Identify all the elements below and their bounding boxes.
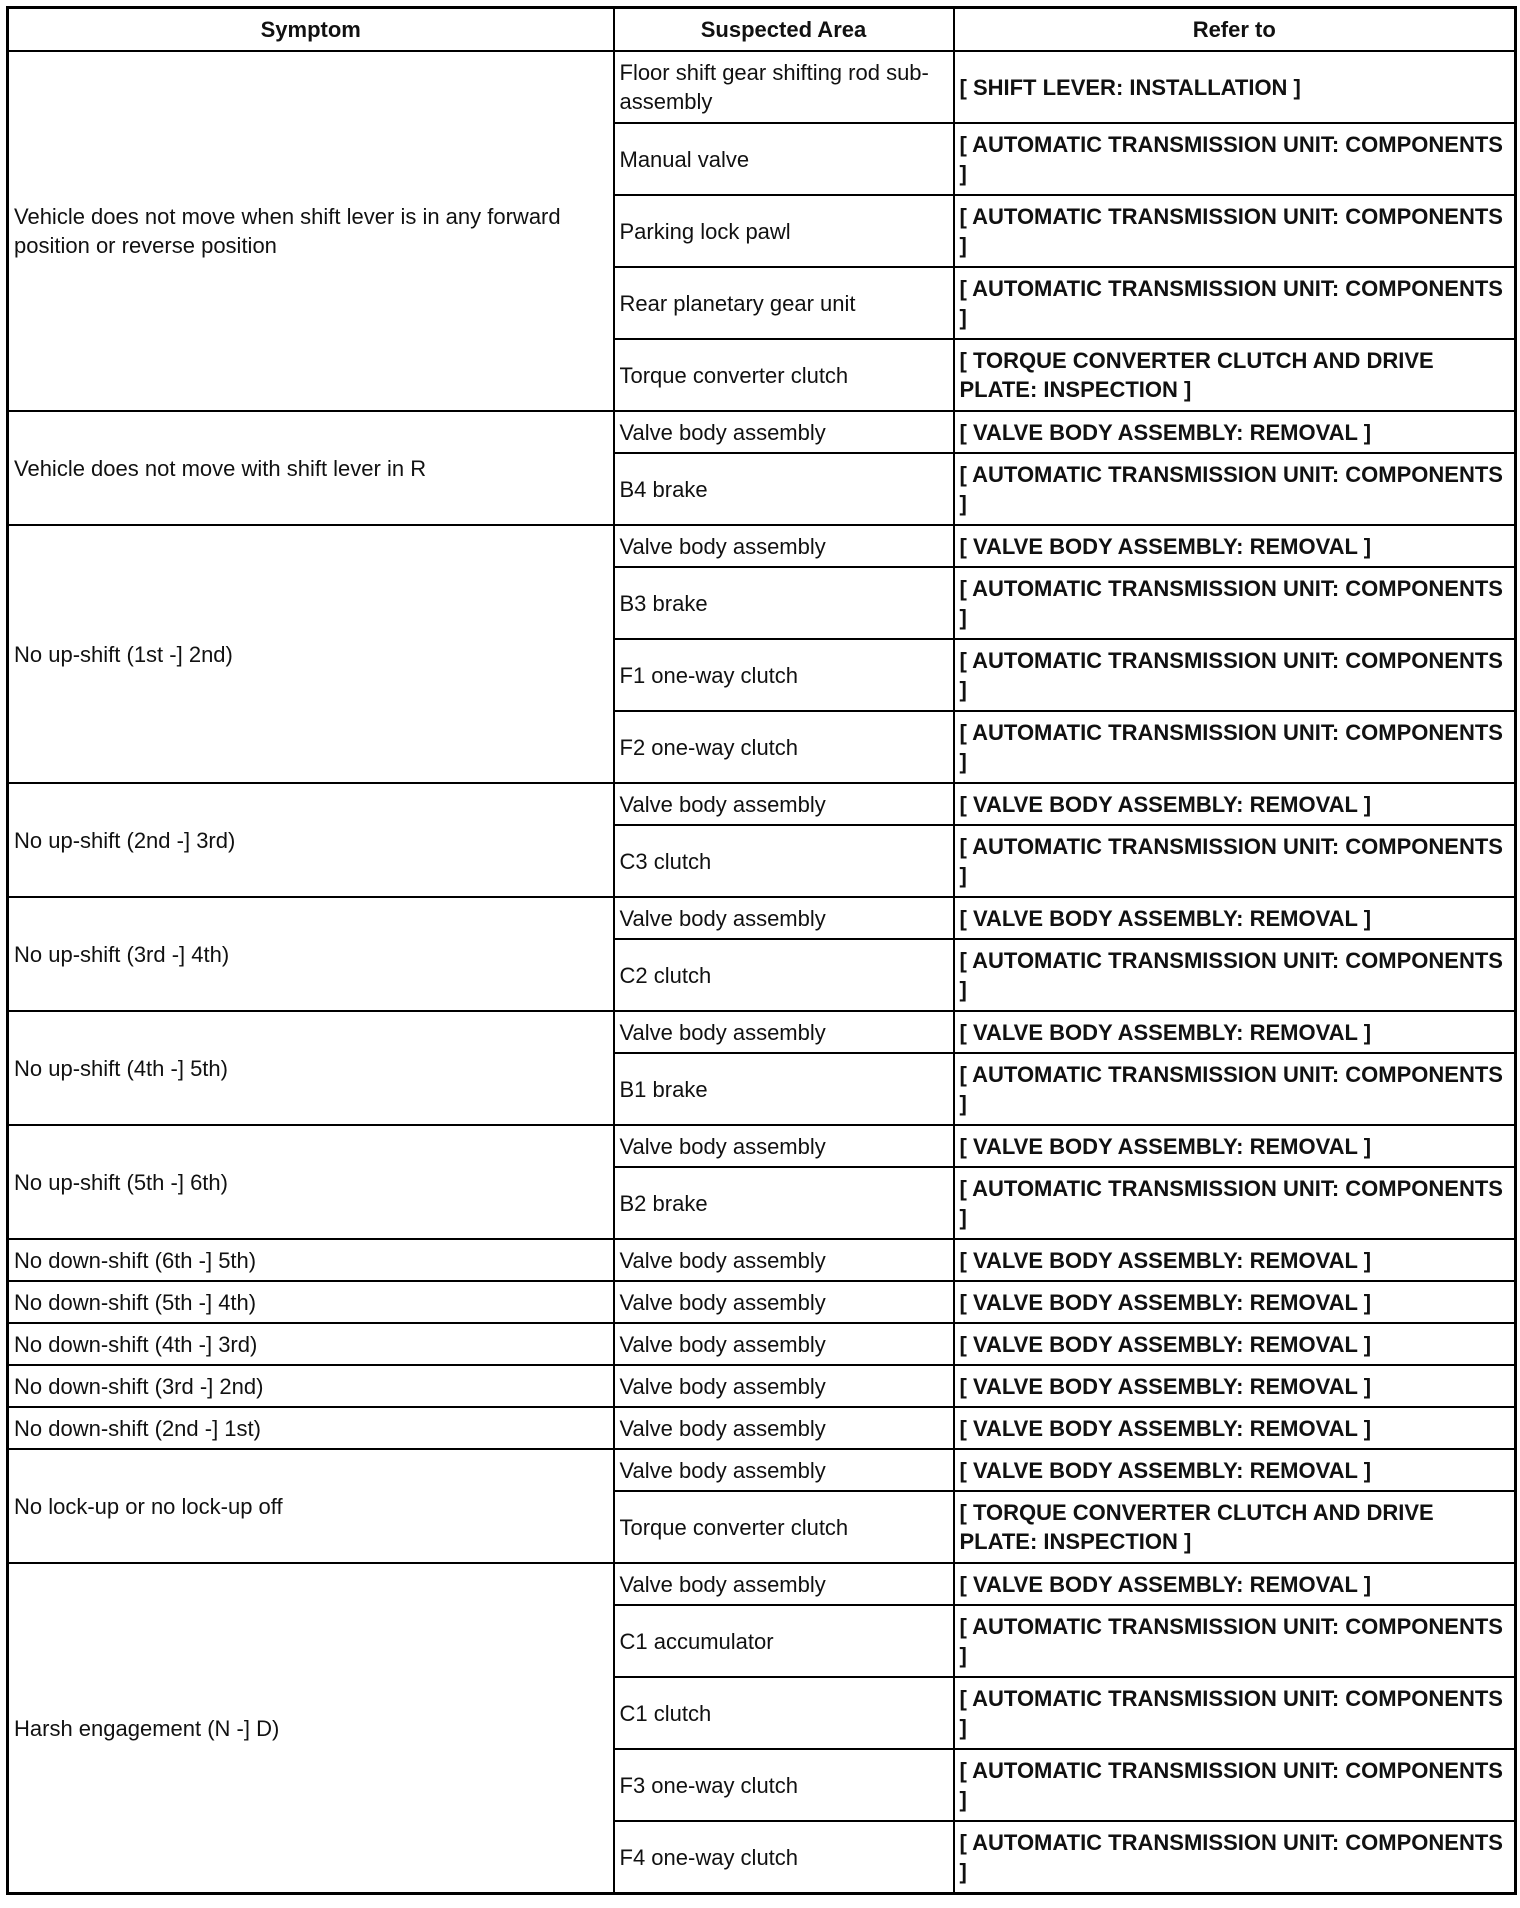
- refer-to-link[interactable]: [ AUTOMATIC TRANSMISSION UNIT: COMPONENTS ]: [954, 267, 1516, 339]
- suspected-area-cell: Torque converter clutch: [614, 339, 954, 411]
- header-symptom: Symptom: [8, 8, 614, 52]
- symptom-cell: No up-shift (5th -] 6th): [8, 1125, 614, 1239]
- suspected-area-cell: Valve body assembly: [614, 1239, 954, 1281]
- refer-to-link[interactable]: [ VALVE BODY ASSEMBLY: REMOVAL ]: [954, 1011, 1516, 1053]
- table-row: [8, 1449, 1516, 1491]
- suspected-area-cell: Valve body assembly: [614, 897, 954, 939]
- table-row: [8, 1011, 1516, 1053]
- header-suspected-area: Suspected Area: [614, 8, 954, 52]
- suspected-area-cell: C1 clutch: [614, 1677, 954, 1749]
- suspected-area-cell: Valve body assembly: [614, 1449, 954, 1491]
- table-row: [8, 1563, 1516, 1605]
- table-row: [8, 897, 1516, 939]
- refer-to-link[interactable]: [ AUTOMATIC TRANSMISSION UNIT: COMPONENTS ]: [954, 1677, 1516, 1749]
- table-row: [8, 783, 1516, 825]
- symptom-cell: No up-shift (3rd -] 4th): [8, 897, 614, 1011]
- suspected-area-cell: Manual valve: [614, 123, 954, 195]
- suspected-area-cell: Valve body assembly: [614, 1011, 954, 1053]
- refer-to-link[interactable]: [ VALVE BODY ASSEMBLY: REMOVAL ]: [954, 1365, 1516, 1407]
- refer-to-link[interactable]: [ VALVE BODY ASSEMBLY: REMOVAL ]: [954, 1323, 1516, 1365]
- suspected-area-cell: C1 accumulator: [614, 1605, 954, 1677]
- suspected-area-cell: Valve body assembly: [614, 1323, 954, 1365]
- table-row: [8, 51, 1516, 123]
- refer-to-link[interactable]: [ TORQUE CONVERTER CLUTCH AND DRIVE PLATE: INSPECTION ]: [954, 339, 1516, 411]
- refer-to-link[interactable]: [ VALVE BODY ASSEMBLY: REMOVAL ]: [954, 783, 1516, 825]
- symptom-cell: No down-shift (6th -] 5th): [8, 1239, 614, 1281]
- suspected-area-cell: B1 brake: [614, 1053, 954, 1125]
- symptom-cell: No down-shift (4th -] 3rd): [8, 1323, 614, 1365]
- suspected-area-cell: F1 one-way clutch: [614, 639, 954, 711]
- refer-to-link[interactable]: [ AUTOMATIC TRANSMISSION UNIT: COMPONENTS ]: [954, 195, 1516, 267]
- suspected-area-cell: Valve body assembly: [614, 1281, 954, 1323]
- symptom-cell: No up-shift (1st -] 2nd): [8, 525, 614, 783]
- refer-to-link[interactable]: [ AUTOMATIC TRANSMISSION UNIT: COMPONENTS ]: [954, 1605, 1516, 1677]
- table-row: [8, 1365, 1516, 1407]
- refer-to-link[interactable]: [ VALVE BODY ASSEMBLY: REMOVAL ]: [954, 1281, 1516, 1323]
- refer-to-link[interactable]: [ AUTOMATIC TRANSMISSION UNIT: COMPONENTS ]: [954, 123, 1516, 195]
- suspected-area-cell: Valve body assembly: [614, 411, 954, 453]
- suspected-area-cell: Torque converter clutch: [614, 1491, 954, 1563]
- header-refer-to: Refer to: [954, 8, 1516, 52]
- table-row: [8, 1239, 1516, 1281]
- refer-to-link[interactable]: [ TORQUE CONVERTER CLUTCH AND DRIVE PLATE: INSPECTION ]: [954, 1491, 1516, 1563]
- refer-to-link[interactable]: [ VALVE BODY ASSEMBLY: REMOVAL ]: [954, 1449, 1516, 1491]
- table-header-row: [8, 8, 1516, 52]
- refer-to-link[interactable]: [ AUTOMATIC TRANSMISSION UNIT: COMPONENTS ]: [954, 567, 1516, 639]
- refer-to-link[interactable]: [ VALVE BODY ASSEMBLY: REMOVAL ]: [954, 1125, 1516, 1167]
- refer-to-link[interactable]: [ AUTOMATIC TRANSMISSION UNIT: COMPONENTS ]: [954, 1749, 1516, 1821]
- symptom-cell: No down-shift (2nd -] 1st): [8, 1407, 614, 1449]
- suspected-area-cell: Valve body assembly: [614, 525, 954, 567]
- symptom-cell: No down-shift (3rd -] 2nd): [8, 1365, 614, 1407]
- refer-to-link[interactable]: [ AUTOMATIC TRANSMISSION UNIT: COMPONENTS ]: [954, 639, 1516, 711]
- suspected-area-cell: Parking lock pawl: [614, 195, 954, 267]
- table-row: [8, 1323, 1516, 1365]
- refer-to-link[interactable]: [ VALVE BODY ASSEMBLY: REMOVAL ]: [954, 1563, 1516, 1605]
- symptom-cell: No up-shift (4th -] 5th): [8, 1011, 614, 1125]
- refer-to-link[interactable]: [ VALVE BODY ASSEMBLY: REMOVAL ]: [954, 525, 1516, 567]
- refer-to-link[interactable]: [ AUTOMATIC TRANSMISSION UNIT: COMPONENTS ]: [954, 1167, 1516, 1239]
- suspected-area-cell: B2 brake: [614, 1167, 954, 1239]
- refer-to-link[interactable]: [ AUTOMATIC TRANSMISSION UNIT: COMPONENTS ]: [954, 825, 1516, 897]
- table-row: [8, 1281, 1516, 1323]
- symptom-cell: Vehicle does not move when shift lever is in any forward position or reverse position: [8, 51, 614, 411]
- suspected-area-cell: F3 one-way clutch: [614, 1749, 954, 1821]
- table-row: [8, 1125, 1516, 1167]
- symptom-cell: Harsh engagement (N -] D): [8, 1563, 614, 1894]
- suspected-area-cell: B4 brake: [614, 453, 954, 525]
- table-row: [8, 1407, 1516, 1449]
- refer-to-link[interactable]: [ VALVE BODY ASSEMBLY: REMOVAL ]: [954, 1407, 1516, 1449]
- refer-to-link[interactable]: [ SHIFT LEVER: INSTALLATION ]: [954, 51, 1516, 123]
- symptom-cell: Vehicle does not move with shift lever in R: [8, 411, 614, 525]
- refer-to-link[interactable]: [ AUTOMATIC TRANSMISSION UNIT: COMPONENTS ]: [954, 453, 1516, 525]
- suspected-area-cell: F4 one-way clutch: [614, 1821, 954, 1894]
- refer-to-link[interactable]: [ VALVE BODY ASSEMBLY: REMOVAL ]: [954, 1239, 1516, 1281]
- symptom-cell: No up-shift (2nd -] 3rd): [8, 783, 614, 897]
- refer-to-link[interactable]: [ AUTOMATIC TRANSMISSION UNIT: COMPONENTS ]: [954, 1821, 1516, 1894]
- suspected-area-cell: Valve body assembly: [614, 1563, 954, 1605]
- symptom-cell: No down-shift (5th -] 4th): [8, 1281, 614, 1323]
- table-body: [8, 51, 1516, 1894]
- refer-to-link[interactable]: [ AUTOMATIC TRANSMISSION UNIT: COMPONENTS ]: [954, 939, 1516, 1011]
- suspected-area-cell: B3 brake: [614, 567, 954, 639]
- refer-to-link[interactable]: [ VALVE BODY ASSEMBLY: REMOVAL ]: [954, 897, 1516, 939]
- table-row: [8, 525, 1516, 567]
- suspected-area-cell: Valve body assembly: [614, 1365, 954, 1407]
- suspected-area-cell: Valve body assembly: [614, 1407, 954, 1449]
- refer-to-link[interactable]: [ AUTOMATIC TRANSMISSION UNIT: COMPONENTS ]: [954, 1053, 1516, 1125]
- troubleshooting-table: [6, 6, 1517, 1895]
- table-row: [8, 411, 1516, 453]
- refer-to-link[interactable]: [ AUTOMATIC TRANSMISSION UNIT: COMPONENTS ]: [954, 711, 1516, 783]
- suspected-area-cell: F2 one-way clutch: [614, 711, 954, 783]
- suspected-area-cell: Valve body assembly: [614, 783, 954, 825]
- suspected-area-cell: Rear planetary gear unit: [614, 267, 954, 339]
- suspected-area-cell: Floor shift gear shifting rod sub-assembly: [614, 51, 954, 123]
- suspected-area-cell: Valve body assembly: [614, 1125, 954, 1167]
- symptom-cell: No lock-up or no lock-up off: [8, 1449, 614, 1563]
- refer-to-link[interactable]: [ VALVE BODY ASSEMBLY: REMOVAL ]: [954, 411, 1516, 453]
- suspected-area-cell: C2 clutch: [614, 939, 954, 1011]
- suspected-area-cell: C3 clutch: [614, 825, 954, 897]
